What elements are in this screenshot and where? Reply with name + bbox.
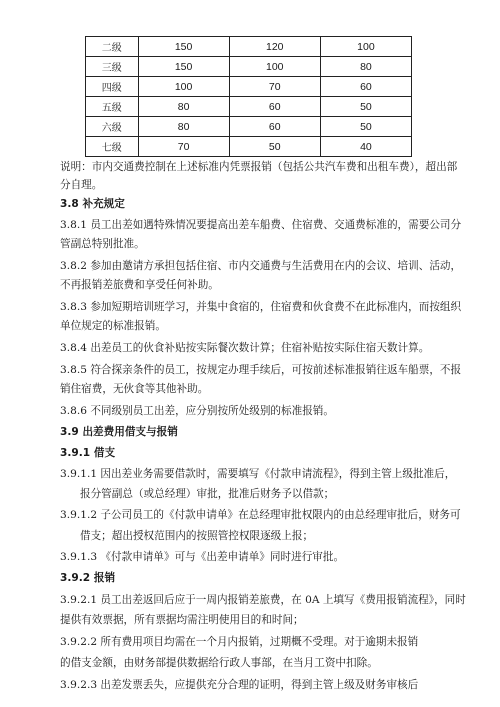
table-row (86, 137, 412, 157)
table-cell: 50 (229, 137, 320, 157)
table-cell: 80 (138, 117, 229, 137)
table-cell: 二级 (86, 37, 139, 57)
paragraph-line: 3.8.4 出差员工的伙食补贴按实际餐次数计算；住宿补贴按实际住宿天数计算。 (60, 342, 430, 354)
table-row (86, 97, 412, 117)
note-text: 说明：市内交通费控制在上述标准内凭票报销（包括公共汽车费和出租车费），超出部 (60, 161, 458, 173)
table-row (86, 37, 412, 57)
paragraph-line: 3.9.1.3 《付款申请单》可与《出差申请单》同时进行审批。 (60, 551, 345, 563)
paragraph-line: 3.9.2.1 员工出差返回后应于一周内报销差旅费，在 0A 上填写《费用报销流程》，同时 (60, 594, 466, 606)
table-cell: 120 (229, 37, 320, 57)
table-cell: 70 (138, 137, 229, 157)
subsection-heading: 3.9.2 报销 (60, 572, 116, 584)
paragraph-line: 管副总特别批准。 (60, 238, 145, 250)
section-heading: 3.9 出差费用借支与报销 (60, 426, 178, 438)
table-cell: 60 (320, 77, 411, 97)
paragraph-line: 销住宿费，无伙食等其他补助。 (60, 383, 209, 395)
table-cell: 150 (138, 57, 229, 77)
paragraph-line: 3.8.2 参加由邀请方承担包括住宿、市内交通费与生活费用在内的会议、培训、活动， (60, 260, 462, 272)
table-cell: 100 (320, 37, 411, 57)
table-cell: 五级 (86, 97, 139, 117)
note-text: 分自理。 (60, 179, 103, 191)
paragraph-line: 借支；超出授权范围内的按照管控权限逐级上报； (80, 530, 314, 542)
table-cell: 60 (229, 117, 320, 137)
paragraph-line: 单位规定的标准报销。 (60, 320, 166, 332)
table-row (86, 77, 412, 97)
section-heading: 3.8 补充规定 (60, 198, 125, 210)
table-cell: 80 (138, 97, 229, 117)
table-cell: 七级 (86, 137, 139, 157)
table-cell: 40 (320, 137, 411, 157)
paragraph-line: 不再报销差旅费和享受任何补助。 (60, 279, 219, 291)
table-cell: 150 (138, 37, 229, 57)
table-cell: 100 (138, 77, 229, 97)
paragraph-line: 3.8.6 不同级别员工出差，应分别按所处级别的标准报销。 (60, 405, 334, 417)
table-cell: 六级 (86, 117, 139, 137)
travel-rate-table (85, 36, 412, 157)
table-cell: 60 (229, 97, 320, 117)
table-cell: 70 (229, 77, 320, 97)
table-cell: 三级 (86, 57, 139, 77)
paragraph-line: 3.8.1 员工出差如遇特殊情况要提高出差车船费、住宿费、交通费标准的，需要公司分 (60, 219, 462, 231)
paragraph-line: 3.9.1.2 子公司员工的《付款申请单》在总经理审批权限内的由总经理审批后，财务可 (60, 509, 461, 521)
paragraph-line: 的借支金额，由财务部提供数据给行政人事部，在当月工资中扣除。 (60, 657, 378, 669)
table-cell: 四级 (86, 77, 139, 97)
paragraph-line: 3.8.5 符合探亲条件的员工，按规定办理手续后，可按前述标准报销往返车船票，不报 (60, 364, 462, 376)
paragraph-line: 提供有效票据，所有票据均需注明使用目的和时间； (60, 614, 304, 626)
subsection-heading: 3.9.1 借支 (60, 447, 116, 459)
table-cell: 80 (320, 57, 411, 77)
table-cell: 100 (229, 57, 320, 77)
paragraph-line: 3.9.2.2 所有费用项目均需在一个月内报销，过期概不受理。对于逾期未报销 (60, 636, 419, 648)
paragraph-line: 3.8.3 参加短期培训班学习，并集中食宿的，住宿费和伙食费不在此标准内，而按组织 (60, 301, 462, 313)
table-cell: 50 (320, 97, 411, 117)
paragraph-line: 3.9.1.1 因出差业务需要借款时，需要填写《付款申请流程》，得到主管上级批准后， (60, 468, 456, 480)
table-row (86, 57, 412, 77)
table-cell: 50 (320, 117, 411, 137)
table-row (86, 117, 412, 137)
paragraph-line: 报分管副总（或总经理）审批，批准后财务予以借款； (80, 488, 335, 500)
paragraph-line: 3.9.2.3 出差发票丢失，应提供充分合理的证明，得到主管上级及财务审核后 (60, 679, 419, 691)
